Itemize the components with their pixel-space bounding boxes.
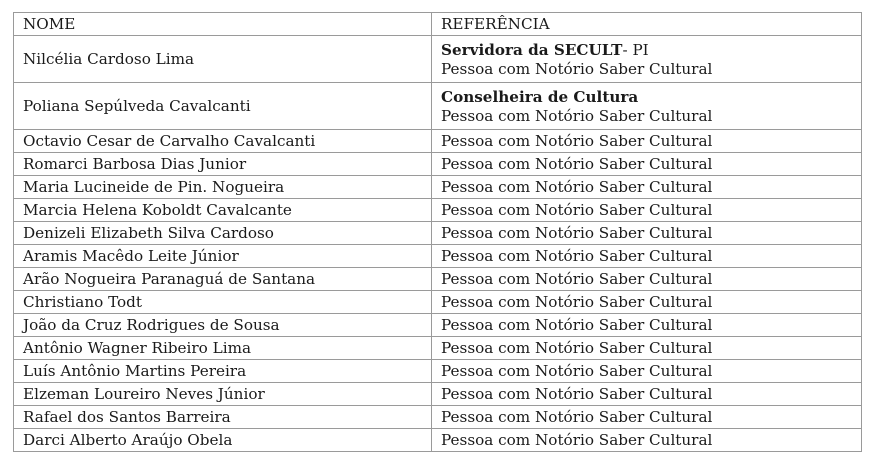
reference-cell: Pessoa com Notório Saber Cultural	[432, 360, 862, 383]
reference-role: Servidora da SECULT	[441, 40, 623, 59]
name-cell: Rafael dos Santos Barreira	[14, 406, 432, 429]
table-row	[14, 268, 862, 291]
table-row	[14, 337, 862, 360]
name-cell: Aramis Macêdo Leite Júnior	[14, 245, 432, 268]
reference-line-2: Pessoa com Notório Saber Cultural	[441, 59, 713, 78]
name-cell: Christiano Todt	[14, 291, 432, 314]
table-row	[14, 222, 862, 245]
table-row	[14, 360, 862, 383]
reference-cell: Pessoa com Notório Saber Cultural	[432, 429, 862, 452]
reference-cell: Pessoa com Notório Saber Cultural	[432, 383, 862, 406]
table-header-row	[14, 13, 862, 36]
name-cell: Marcia Helena Koboldt Cavalcante	[14, 199, 432, 222]
reference-cell	[432, 36, 862, 83]
table-row	[14, 83, 862, 130]
name-cell: Maria Lucineide de Pin. Nogueira	[14, 176, 432, 199]
reference-cell: Pessoa com Notório Saber Cultural	[432, 406, 862, 429]
reference-cell: Pessoa com Notório Saber Cultural	[432, 130, 862, 153]
name-cell: Darci Alberto Araújo Obela	[14, 429, 432, 452]
reference-role: Conselheira de Cultura	[441, 87, 639, 106]
table-row	[14, 245, 862, 268]
document-page	[13, 12, 861, 452]
column-header-name: NOME	[14, 13, 432, 36]
name-cell: João da Cruz Rodrigues de Sousa	[14, 314, 432, 337]
name-cell: Elzeman Loureiro Neves Júnior	[14, 383, 432, 406]
reference-cell: Pessoa com Notório Saber Cultural	[432, 222, 862, 245]
name-cell: Poliana Sepúlveda Cavalcanti	[14, 83, 432, 130]
reference-cell: Pessoa com Notório Saber Cultural	[432, 337, 862, 360]
table-row	[14, 153, 862, 176]
reference-line-1	[441, 41, 861, 60]
reference-line-1	[441, 88, 861, 107]
members-table	[13, 12, 862, 452]
reference-cell	[432, 83, 862, 130]
reference-cell: Pessoa com Notório Saber Cultural	[432, 176, 862, 199]
reference-cell: Pessoa com Notório Saber Cultural	[432, 153, 862, 176]
table-row	[14, 383, 862, 406]
reference-role-suffix: - PI	[622, 40, 649, 59]
column-header-reference: REFERÊNCIA	[432, 13, 862, 36]
table-row	[14, 176, 862, 199]
table-row	[14, 36, 862, 83]
reference-cell: Pessoa com Notório Saber Cultural	[432, 314, 862, 337]
name-cell: Antônio Wagner Ribeiro Lima	[14, 337, 432, 360]
reference-cell: Pessoa com Notório Saber Cultural	[432, 291, 862, 314]
name-cell: Nilcélia Cardoso Lima	[14, 36, 432, 83]
reference-line-2: Pessoa com Notório Saber Cultural	[441, 106, 713, 125]
name-cell: Romarci Barbosa Dias Junior	[14, 153, 432, 176]
reference-cell: Pessoa com Notório Saber Cultural	[432, 199, 862, 222]
table-row	[14, 291, 862, 314]
name-cell: Denizeli Elizabeth Silva Cardoso	[14, 222, 432, 245]
table-row	[14, 314, 862, 337]
name-cell: Luís Antônio Martins Pereira	[14, 360, 432, 383]
name-cell: Arão Nogueira Paranaguá de Santana	[14, 268, 432, 291]
table-row	[14, 199, 862, 222]
table-row	[14, 406, 862, 429]
table-row	[14, 429, 862, 452]
name-cell: Octavio Cesar de Carvalho Cavalcanti	[14, 130, 432, 153]
reference-cell: Pessoa com Notório Saber Cultural	[432, 245, 862, 268]
table-row	[14, 130, 862, 153]
reference-cell: Pessoa com Notório Saber Cultural	[432, 268, 862, 291]
